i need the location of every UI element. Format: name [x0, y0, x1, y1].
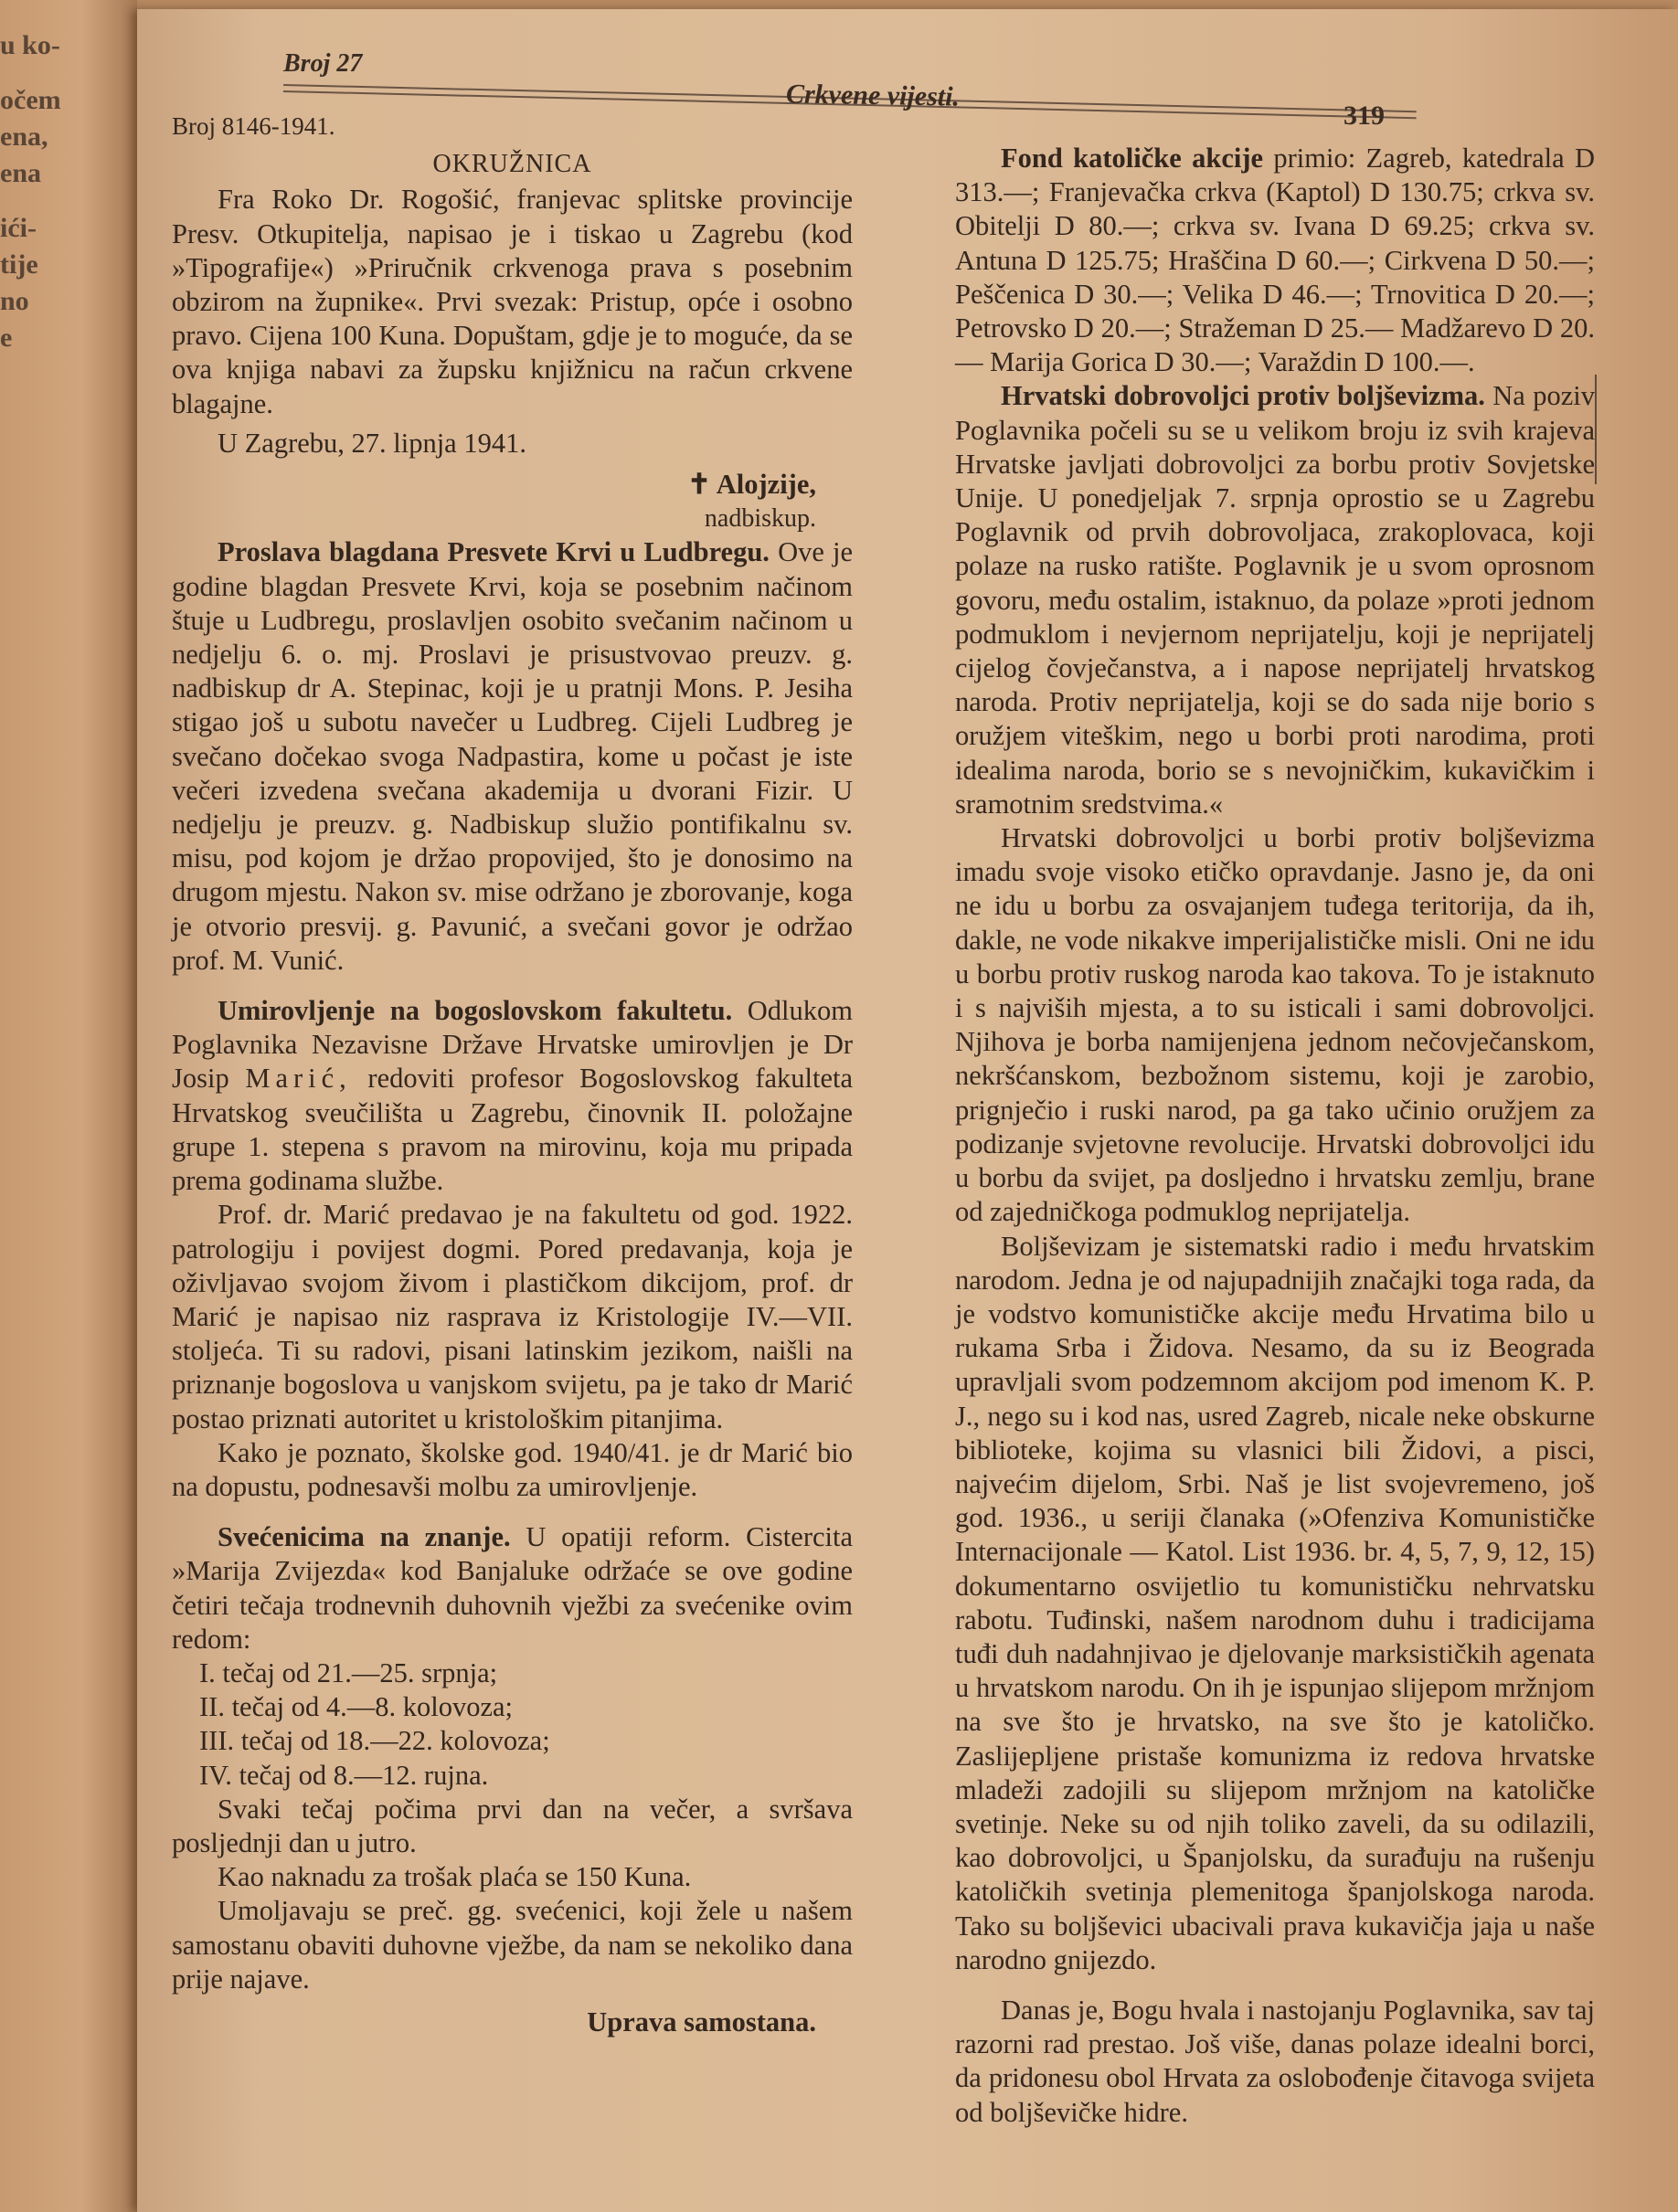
retreats-title: Svećenicima na znanje. [218, 1521, 511, 1553]
course-item: III. tečaj od 18.—22. kolovoza; [199, 1725, 550, 1757]
journal-title: Crkvene vijesti. [785, 79, 961, 112]
volunteers-para4: Danas je, Bogu hvala i nastojanju Poglavnika, sav taj razorni rad prestao. Još više, danas polaze idealni borci, da pridonesu obol Hrvata za oslobođenje čitavoga svijeta od boljševičke hidre. [955, 1994, 1595, 2128]
ludbreg-article [172, 535, 853, 978]
page-number: 319 [1343, 101, 1385, 131]
retirement-para3: Kako je poznato, školske god. 1940/41. je dr Marić bio na dopustu, podnesavši molbu za umirovljenje. [172, 1436, 853, 1502]
fragment: ena [0, 158, 41, 188]
fragment: očem [0, 85, 61, 115]
ludbreg-title: Proslava blagdana Presvete Krvi u Ludbregu. [218, 536, 770, 568]
previous-page-edge [0, 0, 137, 2212]
retreats-schedule: Svaki tečaj počima prvi dan na večer, a svršava posljednji dan u jutro. [172, 1793, 853, 1858]
retirement-article [172, 994, 853, 1198]
retreats-article [172, 1520, 853, 1656]
circular-heading: OKRUŽNICA [432, 150, 592, 179]
course-item: IV. tečaj od 8.—12. rujna. [199, 1759, 489, 1791]
course-item: II. tečaj od 4.—8. kolovoza; [199, 1691, 514, 1723]
fragment: e [0, 323, 13, 353]
course-item: I. tečaj od 21.—25. srpnja; [199, 1656, 498, 1688]
retreats-intro: U opatiji reform. Cistercita »Marija Zvijezda« kod Banjaluke održaće se ove godine četiri tečaja trodnevnih duhovnih vježbi za svećenike ovim redom: [172, 1521, 853, 1655]
previous-page-fragments [0, 27, 91, 356]
retirement-title: Umirovljenje na bogoslovskom fakultetu. [218, 995, 733, 1027]
circular-body: Fra Roko Dr. Rogošić, franjevac splitske provincije Presv. Otkupitelja, napisao je i tiskao u Zagrebu (kod »Tipografije«) »Priručnik crkvenoga prava s posebnim obzirom na župnike«. Prvi svezak: Pristup, opće i osobno pravo. Cijena 100 Kuna. Dopuštam, gdje je to moguće, da se ova knjiga nabavi za župsku knjižnicu na račun crkvene blagajne. [172, 184, 853, 419]
left-column [172, 110, 853, 2039]
fragment: ići- [0, 213, 37, 243]
volunteers-para1: Na poziv Poglavnika počeli su se u velikom broju iz svih krajeva Hrvatske javljati dobrovoljci za borbu protiv Sovjetske Unije. U ponedjeljak 7. srpnja oprostio se u Zagrebu Poglavnik od prvih dobrovoljaca, zrakoplovaca, koji polaze na rusko ratište. Poglavnik je u svom oprosnom govoru, među ostalim, istaknuo, da polaze »proti jednom podmuklom i nevjernom neprijatelju, koji je neprijatelj cijelog čovječanstva, a i napose neprijatelj hrvatskog naroda. Protiv neprijatelja, koji se do sada nije borio s oružjem viteškim, nego u borbi proti narodima, proti idealima naroda, borio se s nevojničkim, kukavičkim i sramotnim sredstvima.« [955, 380, 1595, 820]
volunteers-para3: Boljševizam je sistematski radio i među hrvatskim narodom. Jedna je od najupadnijih značajki toga rada, da je vodstvo komunističke akcije među Hrvatima bilo u rukama Srba i Židova. Nesamo, da su iz Beograda upravljali svom podzemnom akcijom pod imenom K. P. J., nego su i kod nas, usred Zagreb, nicale neke obskurne biblioteke, kojima su vlasnici bili Židovi, a pisci, najvećim dijelom, Srbi. Naš je list svojevremeno, još god. 1936., u seriji članaka (»Ofenziva Komunističke Internacijonale — Katol. List 1936. br. 4, 5, 7, 9, 12, 15) dokumentarno osvijetlio tu komunističku nehrvatsku rabotu. Tuđinski, našem narodnom duhu i tradicijama tuđi duh nadahnjivao je djelovanje marksističkih agenata u hrvatskom narodu. On ih je ispunjao slijepom mržnjom na sve što je hrvatsko, na sve što je katoličko. Zaslijepljene pristaše komunizma iz redova hrvatske mladeži zadojili su slijepom mržnjom na katoličke svetinje. Neke su od njih toliko zaveli, da su odilazili, kao dobrovoljci, u Španjolsku, da surađuju na rušenju katoličkih svetinja plemenitoga španjolskoga naroda. Tako su boljševici ubacivali prava kukavičja jaja u naše narodno gnijezdo. [955, 1230, 1595, 1975]
fund-title: Fond katoličke akcije [1001, 143, 1264, 174]
fund-body: primio: Zagreb, katedrala D 313.—; Franjevačka crkva (Kaptol) D 130.75; crkva sv. Obitelji D 80.—; crkva sv. Ivana D 69.25; crkva sv. Antuna D 125.75; Hraščina D 60.—; Cirkvena D 50.—; Peščenica D 30.—; Velika D 46.—; Trnovitica D 20.—; Petrovsko D 20.—; Stražeman D 25.— Madžarevo D 20.— Marija Gorica D 30.—; Varaždin D 100.—. [955, 143, 1595, 378]
retreats-request: Umoljavaju se preč. gg. svećenici, koji žele u našem samostanu obaviti duhovne vježbe, da nam se nekoliko dana prije najave. [172, 1895, 853, 1995]
fragment: ena, [0, 122, 48, 152]
right-column [955, 142, 1595, 2130]
volunteers-title: Hrvatski dobrovoljci protiv boljševizma. [1001, 380, 1485, 412]
issue-number: Broj 27 [283, 49, 363, 78]
retirement-name: Marić, [245, 1063, 352, 1095]
volunteers-para2: Hrvatski dobrovoljci u borbi protiv boljševizma imadu svoje visoko etičko opravdanje. Jasno je, da oni ne idu u borbu za osvajanjem tuđega teritorija, da ih, dakle, ne vode nikakve imperijalističke misli. Oni ne idu u borbu protiv ruskog naroda kao takova. To je istaknuto i s najviših mjesta, a to su isticali i sami dobrovoljci. Njihova je borba namijenjena jednom nečovječanskom, nekršćanskom, bezbožnom sistemu, koji je zarobio, prignječio i ruski narod, pa ga tako učinio oružjem za podizanje svjetovne revolucije. Hrvatski dobrovoljci idu u borbu da svijet, pa dosljedno i hrvatsku zemlju, brane od zajedničkoga podmuklog neprijatelja. [955, 822, 1595, 1228]
circular-signature-name: ✝ Alojzije, [687, 469, 816, 501]
margin-mark [1595, 375, 1597, 484]
circular-date: U Zagrebu, 27. lipnja 1941. [218, 427, 526, 459]
retirement-body-after: redoviti profesor Bogoslovskog fakulteta Hrvatskog sveučilišta u Zagrebu, činovnik II. položajne grupe 1. stepena s pravom na mirovinu, koja mu pripada prema godinama službe. [172, 1063, 854, 1197]
ludbreg-body: Ove je godine blagdan Presvete Krvi, koja se posebnim načinom štuje u Ludbregu, proslavljen osobito svečanim načinom u nedjelju 6. o. mj. Proslavi je prisustvovao preuzv. g. nadbiskup dr A. Stepinac, koji je u pratnji Mons. P. Jesiha stigao još u subotu navečer u Ludbreg. Cijeli Ludbreg je svečano dočekao svoga Nadpastira, kome u počast je iste večeri izvedena svečana akademija u dvorani Fizir. U nedjelju je preuzv. g. Nadbiskup služio pontifikalnu sv. misu, pod kojom je držao propovijed, što je donosimo na drugom mjestu. Nakon sv. mise održano je zborovanje, koga je otvorio presvij. g. Pavunić, a svečani govor je održao prof. M. Vunić. [172, 536, 854, 976]
fund-article [955, 142, 1595, 379]
retreats-signature: Uprava samostana. [587, 2006, 816, 2037]
retirement-body-before: Odlukom Poglavnika Nezavisne Države Hrvatske umirovljen je Dr Josip [172, 995, 853, 1095]
fragment: u ko- [0, 30, 60, 60]
fragment: tije [0, 249, 38, 280]
retirement-para2: Prof. dr. Marić predavao je na fakultetu od god. 1922. patrologiju i povijest dogmi. Pored predavanja, koja je oživljavao svojom živom i plastičkom dikcijom, prof. dr Marić je napisao niz rasprava iz Kristologije IV.—VII. stoljeća. Ti su radovi, pisani latinskim jezikom, naišli na priznanje bogoslova u vanjskom svijetu, pa je tako dr Marić postao priznati autoritet u kristološkim pitanjima. [172, 1199, 853, 1434]
reference-number: Broj 8146-1941. [172, 112, 335, 140]
circular-signature-title: nadbiskup. [704, 504, 816, 534]
fragment: no [0, 286, 29, 316]
retreats-fee: Kao naknadu za trošak plaća se 150 Kuna. [218, 1861, 692, 1893]
volunteers-article [955, 379, 1595, 821]
